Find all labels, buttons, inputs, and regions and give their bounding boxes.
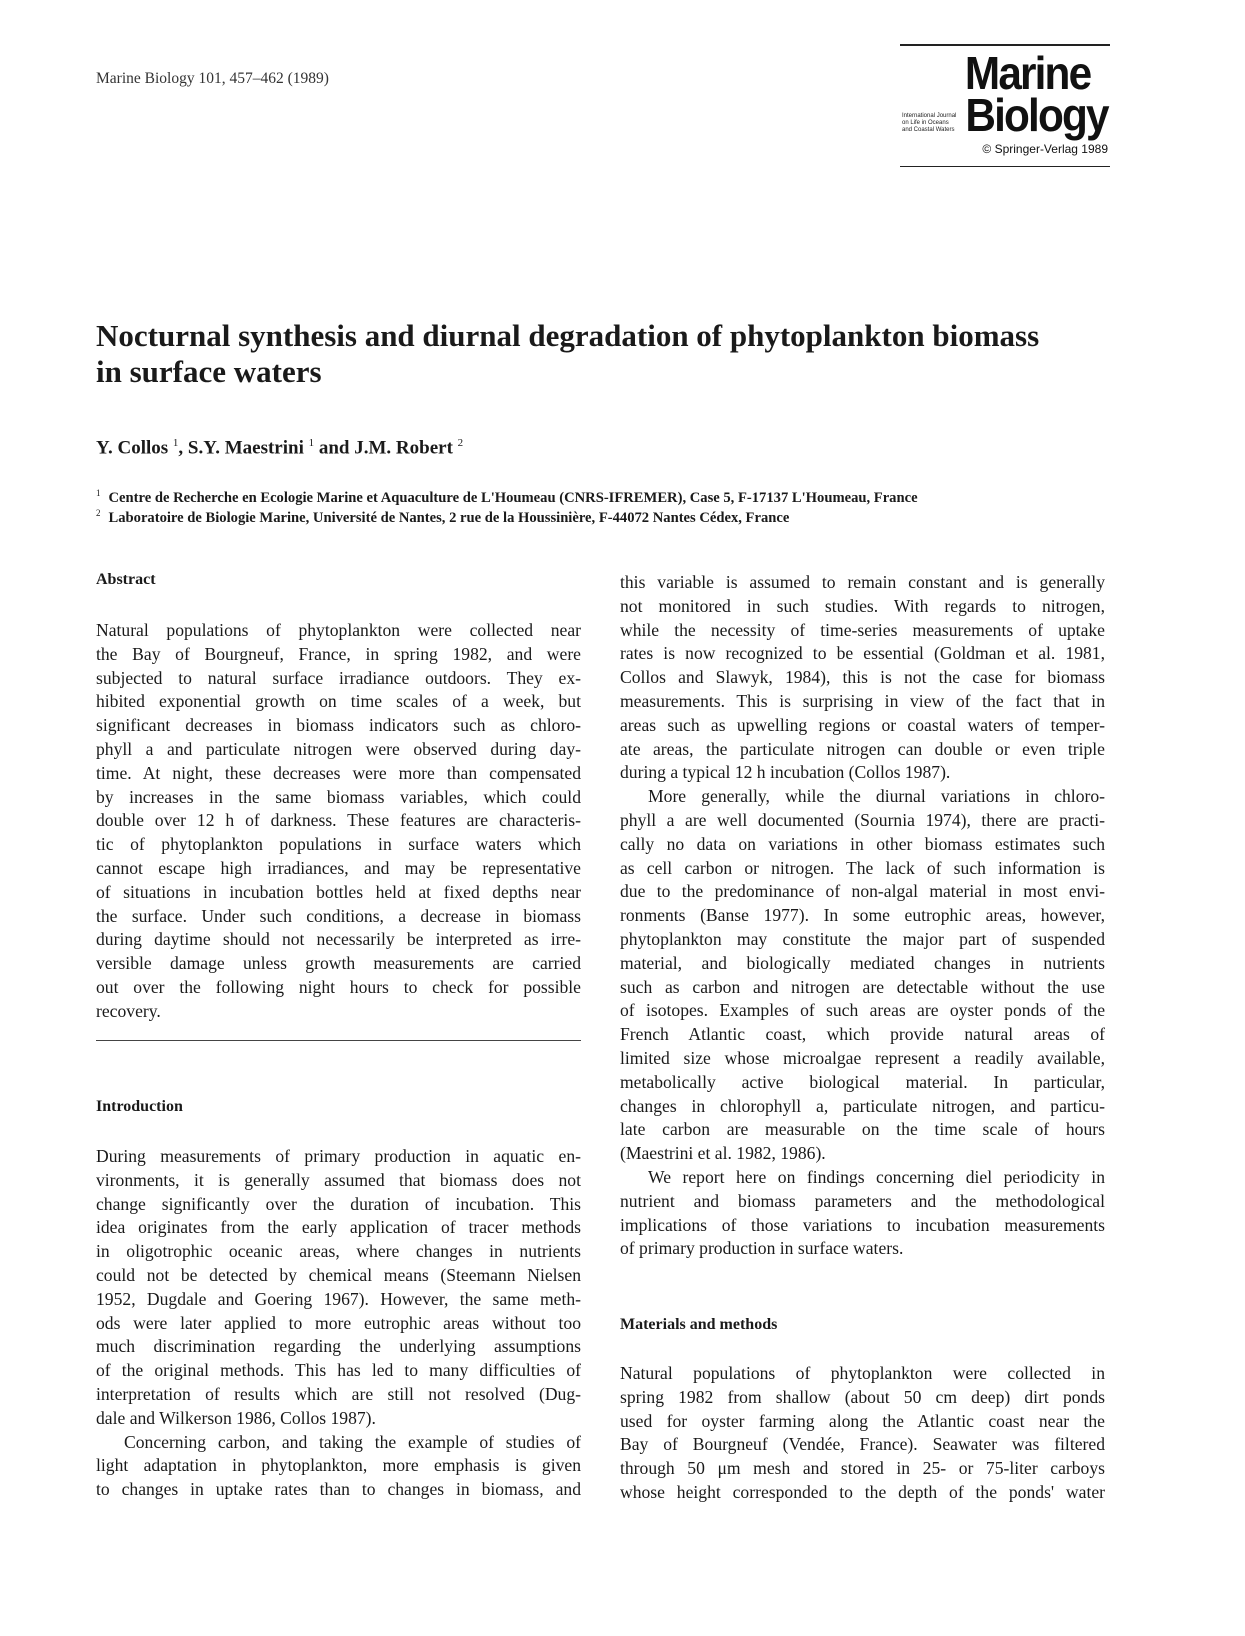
- logo-subtitle: [902, 113, 956, 134]
- text-line: late carbon are measurable on the time scale of hours: [620, 1119, 1105, 1140]
- text-line: phyll a and particulate nitrogen were observed during day-: [96, 738, 581, 759]
- text-line: double over 12 h of darkness. These features are characteris-: [96, 810, 581, 831]
- text-line: ods were later applied to more eutrophic areas without too: [96, 1312, 581, 1333]
- text-line: could not be detected by chemical means (Steemann Nielsen: [96, 1264, 581, 1285]
- text-line: metabolically active biological material. In particular,: [620, 1071, 1105, 1092]
- text-line: vironments, it is generally assumed that biomass does not: [96, 1169, 581, 1190]
- text-line: change significantly over the duration of incubation. This: [96, 1193, 581, 1214]
- text-line: such as carbon and nitrogen are detectable without the use: [620, 976, 1105, 997]
- text-line: during daytime should not necessarily be interpreted as irre-: [96, 929, 581, 950]
- text-line: Concerning carbon, and taking the example of studies of: [124, 1431, 581, 1452]
- introduction-heading: Introduction: [96, 1098, 183, 1115]
- title-line: Nocturnal synthesis and diurnal degradation of phytoplankton biomass: [96, 318, 1040, 353]
- text-line: ate areas, the particulate nitrogen can double or even triple: [620, 738, 1105, 759]
- text-line: French Atlantic coast, which provide natural areas of: [620, 1024, 1105, 1045]
- text-line: spring 1982 from shallow (about 50 cm deep) dirt ponds: [620, 1386, 1105, 1407]
- text-line: implications of those variations to incubation measurements: [620, 1214, 1105, 1235]
- methods-heading: Materials and methods: [620, 1316, 778, 1333]
- text-line: changes in chlorophyll a, particulate nitrogen, and particu-: [620, 1095, 1105, 1116]
- logo-word-biology: Biology: [965, 89, 1108, 141]
- text-line: recovery.: [96, 1000, 161, 1021]
- right-column-body: [620, 571, 1105, 1261]
- introduction-body: [96, 1145, 581, 1502]
- author-list: [96, 437, 463, 459]
- logo-subtitle-line: International Journal: [902, 113, 957, 119]
- text-line: to changes in uptake rates than to changes in biomass, and: [96, 1479, 581, 1500]
- text-line: hibited exponential growth on time scales of a week, but: [96, 691, 581, 712]
- text-line: in oligotrophic oceanic areas, where changes in nutrients: [96, 1241, 581, 1262]
- author-affiliation-mark: 2: [457, 437, 464, 449]
- text-line: nutrient and biomass parameters and the methodological: [620, 1190, 1105, 1211]
- text-line: versible damage unless growth measurements are carried: [96, 953, 581, 974]
- abstract-heading: Abstract: [96, 571, 156, 588]
- text-line: of isotopes. Examples of such areas are oyster ponds of the: [620, 1000, 1105, 1021]
- logo-word-marine: Marine: [964, 47, 1090, 99]
- text-line: limited size whose microalgae represent a readily available,: [620, 1047, 1105, 1068]
- affiliation-text: Laboratoire de Biologie Marine, Université de Nantes, 2 rue de la Houssinière, F-44072 Nantes Cédex, France: [108, 509, 790, 526]
- affiliation: [96, 488, 918, 507]
- text-line: interpretation of results which are still not resolved (Dug-: [96, 1383, 581, 1404]
- text-line: measurements. This is surprising in view of the fact that in: [620, 690, 1105, 711]
- text-line: used for oyster farming along the Atlantic coast near the: [620, 1410, 1105, 1431]
- author: Y. Collos: [96, 437, 169, 459]
- text-line: More generally, while the diurnal variations in chloro-: [648, 786, 1105, 807]
- affiliation-text: Centre de Recherche en Ecologie Marine et Aquaculture de L'Houmeau (CNRS-IFREMER), Case 5, F-17137 L'Houmeau, France: [108, 489, 918, 506]
- author-affiliation-mark: 1: [308, 437, 315, 449]
- text-line: Collos and Slawyk, 1984), this is not the case for biomass: [620, 667, 1105, 688]
- text-line: tic of phytoplankton populations in surface waters which: [96, 834, 581, 855]
- author: , S.Y. Maestrini: [178, 437, 304, 459]
- text-line: of primary production in surface waters.: [620, 1238, 904, 1259]
- text-line: We report here on findings concerning diel periodicity in: [648, 1166, 1105, 1187]
- text-line: while the necessity of time-series measurements of uptake: [620, 619, 1105, 640]
- title-line: in surface waters: [96, 354, 322, 389]
- text-line: by increases in the same biomass variables, which could: [96, 786, 581, 807]
- affiliation-mark: 1: [96, 488, 101, 498]
- text-line: time. At night, these decreases were more than compensated: [96, 762, 581, 783]
- text-line: of the original methods. This has led to many difficulties of: [96, 1360, 581, 1381]
- text-line: the Bay of Bourgneuf, France, in spring 1982, and were: [96, 643, 581, 664]
- text-line: Bay of Bourgneuf (Vendée, France). Seawater was filtered: [620, 1434, 1105, 1455]
- methods-body: [620, 1362, 1105, 1505]
- text-line: whose height corresponded to the depth of the ponds' water: [620, 1481, 1105, 1502]
- text-line: 1952, Dugdale and Goering 1967). However, the same meth-: [96, 1288, 581, 1309]
- logo-bottom-rule: [900, 166, 1110, 167]
- logo-copyright: © Springer-Verlag 1989: [982, 142, 1108, 156]
- text-line: (Maestrini et al. 1982, 1986).: [620, 1143, 826, 1164]
- text-line: subjected to natural surface irradiance outdoors. They ex-: [96, 667, 581, 688]
- text-line: light adaptation in phytoplankton, more emphasis is given: [96, 1455, 581, 1476]
- author: and J.M. Robert: [314, 437, 453, 459]
- logo-subtitle-line: and Coastal Waters: [902, 127, 955, 133]
- text-line: as cell carbon or nitrogen. The lack of such information is: [620, 857, 1105, 878]
- journal-citation: Marine Biology 101, 457–462 (1989): [96, 70, 329, 87]
- text-line: due to the predominance of non-algal material in most envi-: [620, 881, 1105, 902]
- text-line: this variable is assumed to remain constant and is generally: [620, 572, 1105, 592]
- text-line: material, and biologically mediated changes in nutrients: [620, 952, 1105, 973]
- text-line: cannot escape high irradiances, and may be representative: [96, 857, 581, 878]
- text-line: out over the following night hours to check for possible: [96, 976, 581, 997]
- text-line: the surface. Under such conditions, a decrease in biomass: [96, 905, 581, 926]
- text-line: significant decreases in biomass indicators such as chloro-: [96, 715, 581, 736]
- text-line: not monitored in such studies. With regards to nitrogen,: [620, 595, 1105, 616]
- text-line: dale and Wilkerson 1986, Collos 1987).: [96, 1407, 376, 1428]
- text-line: phyll a are well documented (Sournia 1974), there are practi-: [620, 809, 1105, 830]
- affiliation: [96, 508, 789, 527]
- logo-top-rule: [900, 44, 1110, 46]
- text-line: During measurements of primary production in aquatic en-: [96, 1146, 581, 1166]
- text-line: Natural populations of phytoplankton were collected in: [620, 1363, 1105, 1383]
- affiliation-mark: 2: [96, 508, 101, 518]
- journal-logo: [900, 44, 1110, 169]
- logo-subtitle-line: on Life in Oceans: [902, 120, 949, 126]
- text-line: cally no data on variations in other biomass estimates such: [620, 833, 1105, 854]
- paper-title: [96, 318, 1106, 390]
- abstract-divider: [96, 1040, 581, 1041]
- text-line: through 50 μm mesh and stored in 25- or 75-liter carboys: [620, 1458, 1105, 1479]
- text-line: of situations in incubation bottles held at fixed depths near: [96, 881, 581, 902]
- text-line: idea originates from the early application of tracer methods: [96, 1217, 581, 1238]
- text-line: Natural populations of phytoplankton were collected near: [96, 620, 581, 640]
- text-line: rates is now recognized to be essential (Goldman et al. 1981,: [620, 643, 1105, 664]
- text-line: during a typical 12 h incubation (Collos 1987).: [620, 762, 951, 783]
- text-line: areas such as upwelling regions or coastal waters of temper-: [620, 714, 1105, 735]
- abstract-body: [96, 619, 581, 1024]
- text-line: phytoplankton may constitute the major part of suspended: [620, 928, 1105, 949]
- text-line: ronments (Banse 1977). In some eutrophic areas, however,: [620, 905, 1105, 926]
- text-line: much discrimination regarding the underlying assumptions: [96, 1336, 581, 1357]
- author-affiliation-mark: 1: [172, 437, 179, 449]
